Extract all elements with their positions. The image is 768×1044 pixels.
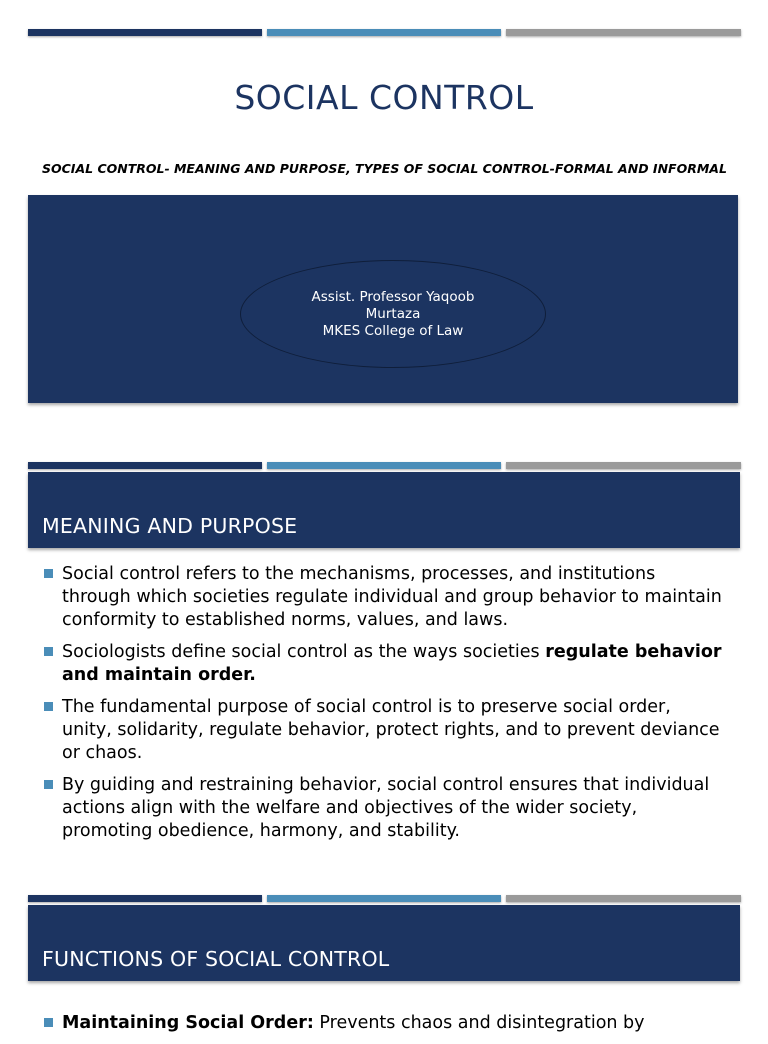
accent-bars bbox=[28, 895, 741, 902]
author-ellipse bbox=[240, 260, 546, 368]
author-name-line1: Assist. Professor Yaqoob bbox=[311, 288, 475, 305]
accent-bar-blue bbox=[267, 895, 501, 902]
accent-bars bbox=[28, 462, 741, 469]
bullet-text: By guiding and restraining behavior, social control ensures that individual actions align with the welfare and objectives of the wider society, promoting obedience, harmony, and stability. bbox=[62, 775, 710, 841]
author-college: MKES College of Law bbox=[322, 322, 464, 339]
title-slide bbox=[0, 0, 768, 420]
square-bullet-icon bbox=[44, 702, 53, 711]
square-bullet-icon bbox=[44, 647, 53, 656]
bullet-bold-text: regulate behavior and maintain order. bbox=[62, 642, 722, 685]
accent-bars bbox=[28, 29, 741, 36]
accent-bar-blue bbox=[267, 462, 501, 469]
bullet-bold-text: Maintaining Social Order: bbox=[62, 1013, 314, 1033]
accent-bar-gray bbox=[506, 29, 741, 36]
author-name-line2: Murtaza bbox=[365, 305, 421, 322]
accent-bar-navy bbox=[28, 895, 262, 902]
accent-bar-navy bbox=[28, 29, 262, 36]
slide-title: SOCIAL CONTROL bbox=[234, 78, 534, 117]
accent-bar-navy bbox=[28, 462, 262, 469]
accent-bar-blue bbox=[267, 29, 501, 36]
square-bullet-icon bbox=[44, 569, 53, 578]
section-header bbox=[28, 905, 740, 981]
section-header bbox=[28, 472, 740, 548]
square-bullet-icon bbox=[44, 780, 53, 789]
bullet-item bbox=[42, 563, 722, 632]
section-title: FUNCTIONS OF SOCIAL CONTROL bbox=[42, 947, 390, 971]
bullet-text: The fundamental purpose of social control is to preserve social order, unity, solidarity, regulate behavior, protect rights, and to prevent deviance or chaos. bbox=[62, 697, 720, 763]
section-title: MEANING AND PURPOSE bbox=[42, 514, 298, 538]
accent-bar-gray bbox=[506, 462, 741, 469]
slide-subtitle: SOCIAL CONTROL- MEANING AND PURPOSE, TYPES OF SOCIAL CONTROL-FORMAL AND INFORMAL bbox=[42, 161, 727, 176]
bullet-item bbox=[42, 774, 722, 843]
bullet-text: Prevents chaos and disintegration by bbox=[313, 1013, 645, 1033]
accent-bar-gray bbox=[506, 895, 741, 902]
bullet-text: Social control refers to the mechanisms, processes, and institutions through which societies regulate individual and group behavior to maintain conformity to established norms, values, and laws. bbox=[62, 564, 722, 630]
bullet-item bbox=[42, 696, 722, 765]
title-banner bbox=[28, 195, 738, 403]
square-bullet-icon bbox=[44, 1018, 53, 1027]
bullet-list bbox=[42, 563, 722, 852]
bullet-list bbox=[42, 1012, 722, 1044]
bullet-text: Sociologists define social control as the ways societies bbox=[62, 642, 546, 662]
bullet-item bbox=[42, 641, 722, 687]
